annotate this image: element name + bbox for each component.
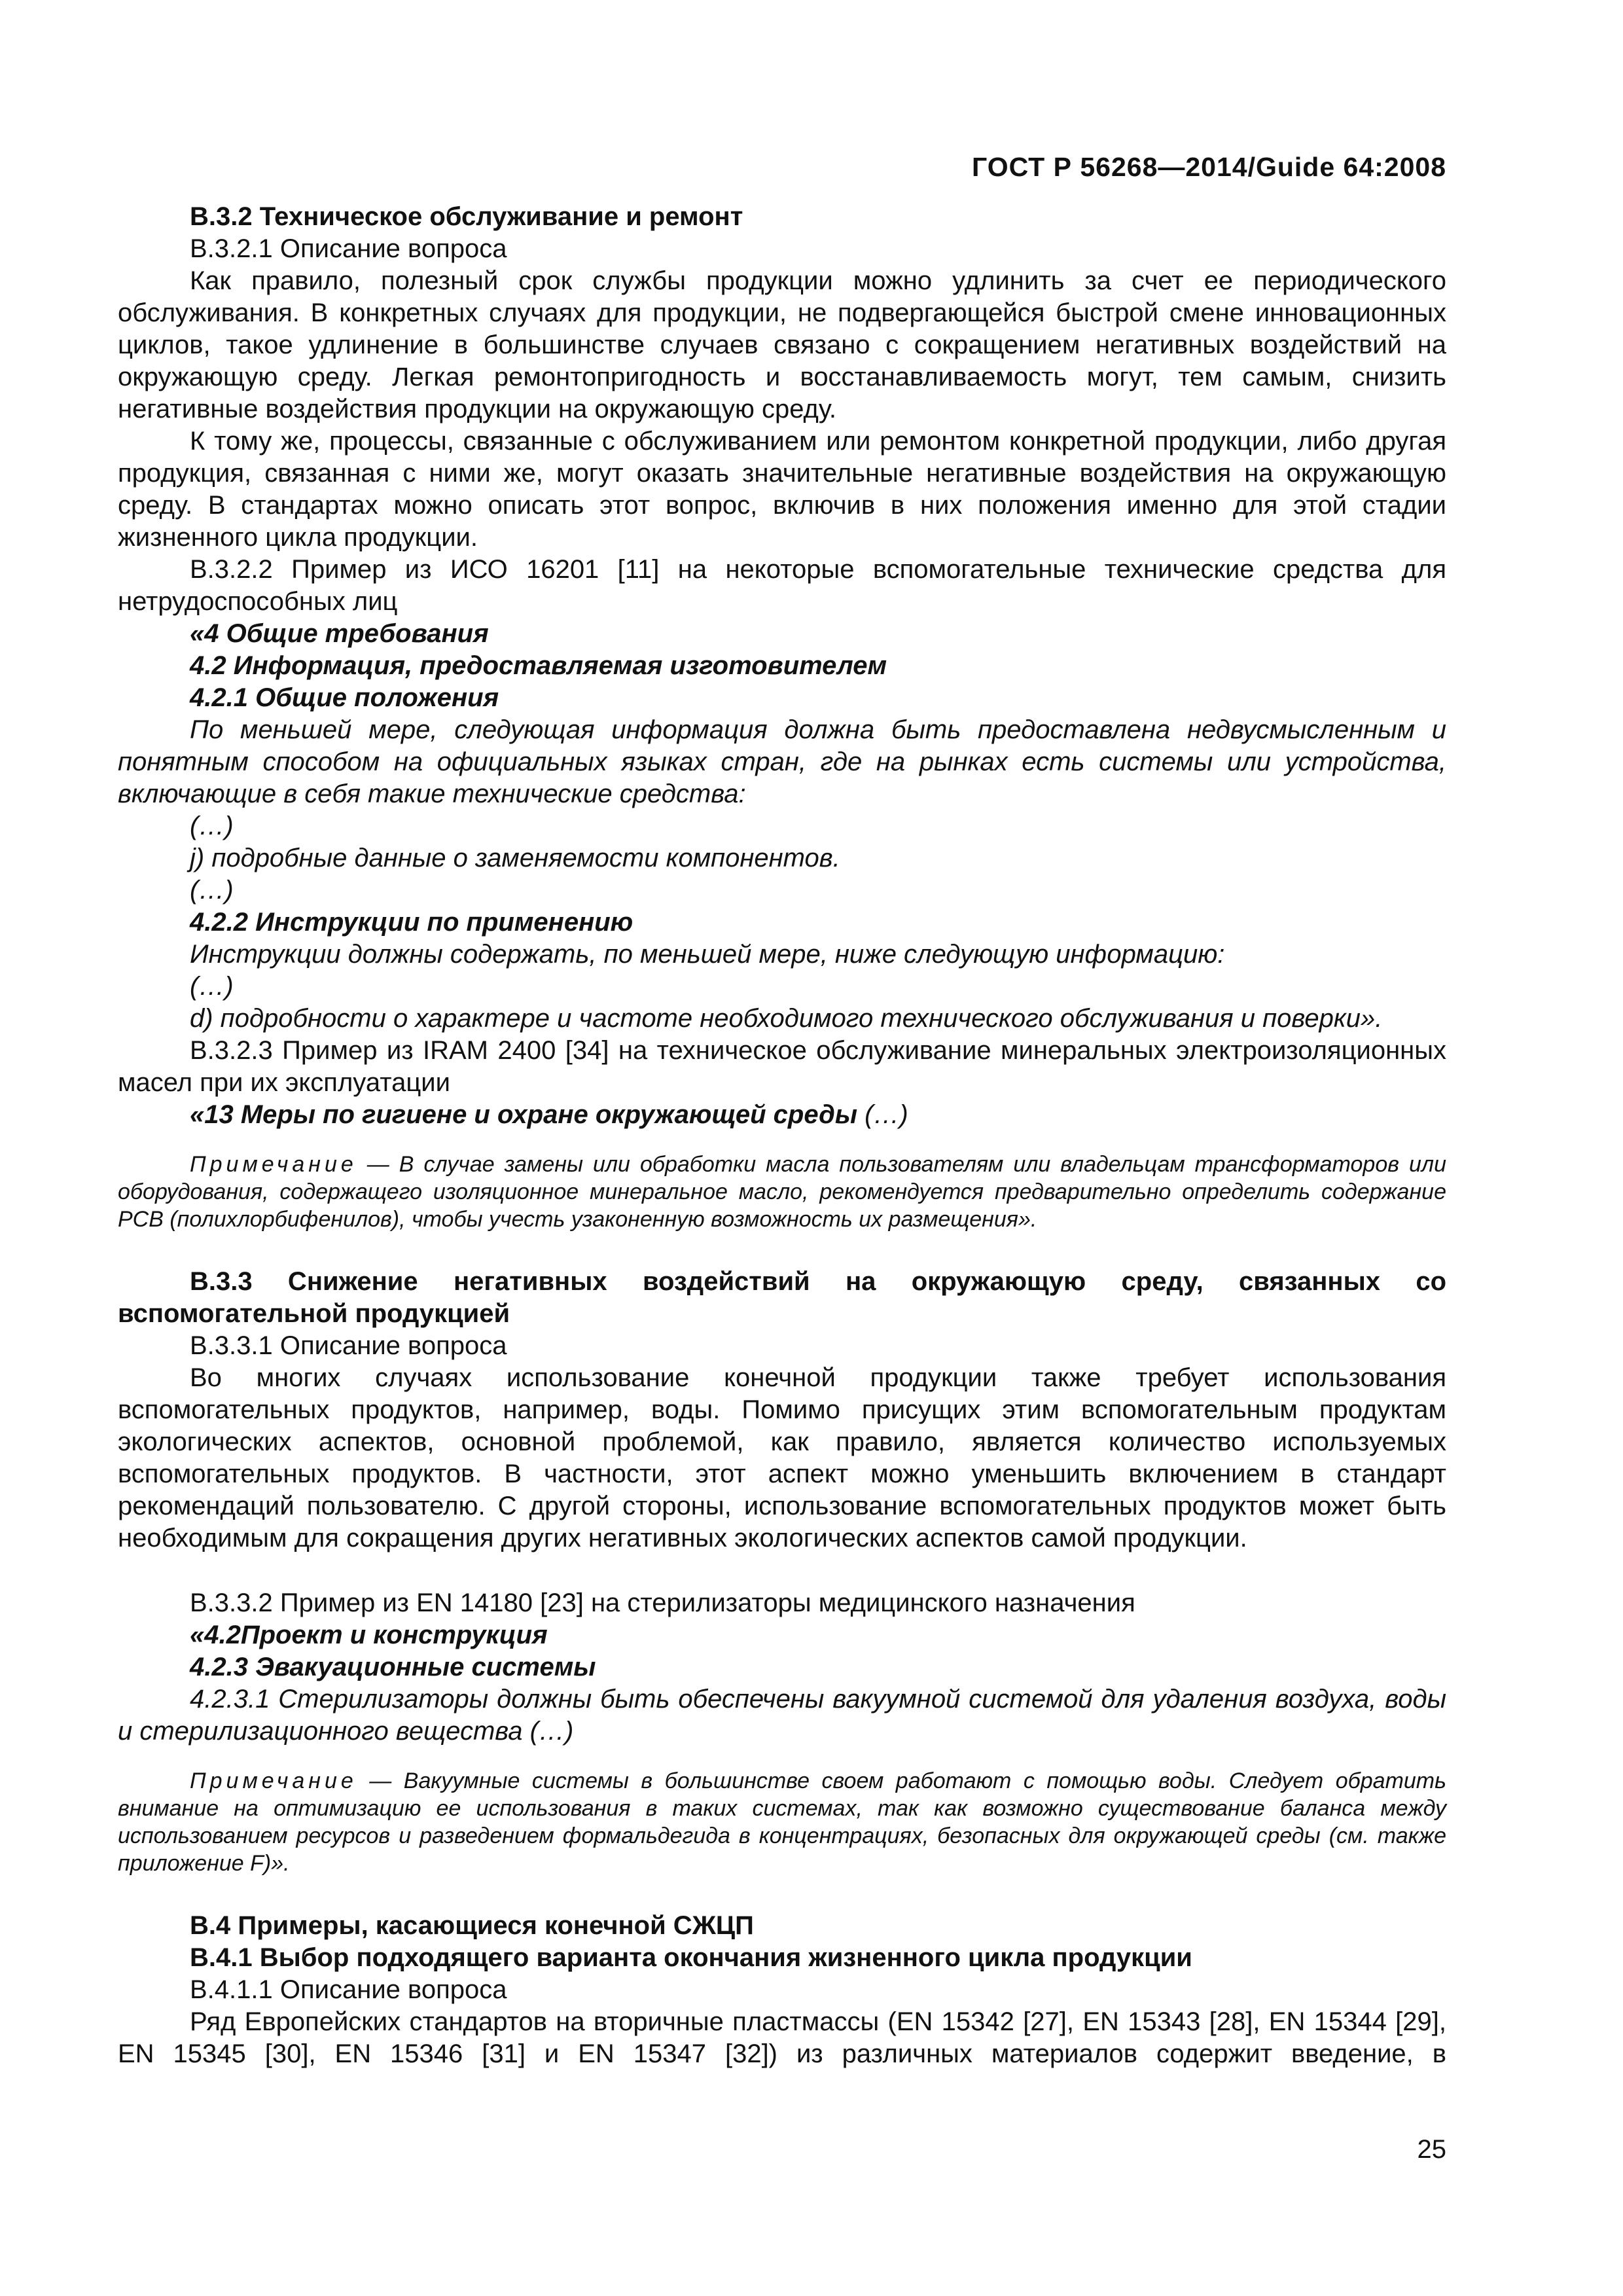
note-2-label: Примечание <box>190 1768 357 1793</box>
standard-header: ГОСТ Р 56268—2014/Guide 64:2008 <box>972 152 1446 182</box>
page-content <box>118 201 1446 2070</box>
section-heading-b32: В.3.2 Техническое обслуживание и ремонт <box>190 202 743 231</box>
quote-heading-13-ellipsis: (…) <box>857 1100 908 1129</box>
paragraph-b331: Во многих случаях использование конечной продукции также требует использования вспомогательных продуктов, например, воды. Помимо присущих этим вспомогательным продуктам экологических аспектов, основной проблемой, как правило, является количество используемых вспомогательных продуктов. В частности, этот аспект можно уменьшить включением в стандарт рекомендаций пользователю. С другой стороны, использование вспомогательных продуктов может быть необходимым для сокращения других негативных экологических аспектов самой продукции. <box>118 1363 1446 1552</box>
section-heading-b41: В.4.1 Выбор подходящего варианта окончания жизненного цикла продукции <box>190 1943 1192 1972</box>
quote-item-j: j) подробные данные о заменяемости компонентов. <box>190 844 840 872</box>
paragraph-b332: В.3.3.2 Пример из EN 14180 [23] на стерилизаторы медицинского назначения <box>190 1588 1135 1617</box>
note-2-text: — Вакуумные системы в большинстве своем работают с помощью воды. Следует обратить внимание на оптимизацию ее использования в таких системах, так как возможно существование баланса между использованием ресурсов и разведением формальдегида в концентрациях, безопасных для окружающей среды (см. также приложение F)». <box>118 1768 1446 1876</box>
quote-paragraph-4-2-3-1: 4.2.3.1 Стерилизаторы должны быть обеспечены вакуумной системой для удаления воздуха, воды и стерилизационного вещества (…) <box>118 1685 1446 1746</box>
note-1-label: Примечание <box>190 1152 357 1177</box>
quote-paragraph-1: По меньшей мере, следующая информация должна быть предоставлена недвусмысленным и понятным способом на официальных языках стран, где на рынках есть системы или устройства, включающие в себя такие технические средства: <box>118 715 1446 808</box>
subsection-title-b411: В.4.1.1 Описание вопроса <box>190 1975 507 2004</box>
quote-item-d: d) подробности о характере и частоте необходимого технического обслуживания и поверки». <box>190 1004 1383 1033</box>
quote-heading-4-2-3: 4.2.3 Эвакуационные системы <box>190 1653 596 1681</box>
note-1-text: — В случае замены или обработки масла пользователям или владельцам трансформаторов или оборудования, содержащего изоляционное минеральное масло, рекомендуется предварительно определить содержание PCB (полихлорбифенилов), чтобы учесть узаконенную возможность их размещения». <box>118 1152 1446 1232</box>
quote-ellipsis-1: (…) <box>190 812 234 840</box>
paragraph-b323: В.3.2.3 Пример из IRAM 2400 [34] на техническое обслуживание минеральных электроизоляционных масел при их эксплуатации <box>118 1036 1446 1097</box>
subsection-title-b321: В.3.2.1 Описание вопроса <box>190 234 507 263</box>
quote-ellipsis-2: (…) <box>190 876 234 905</box>
quote-paragraph-2: Инструкции должны содержать, по меньшей мере, ниже следующую информацию: <box>190 940 1225 969</box>
note-2 <box>118 1767 1446 1877</box>
document-page <box>118 0 1446 2296</box>
spacer <box>118 1233 1446 1266</box>
quote-heading-4-2-1: 4.2.1 Общие положения <box>190 683 499 712</box>
spacer <box>118 1748 1446 1767</box>
quote-heading-4-2-b: «4.2Проект и конструкция <box>190 1621 548 1649</box>
section-heading-b33: В.3.3 Снижение негативных воздействий на окружающую среду, связанных со вспомогательной продукцией <box>118 1267 1446 1328</box>
quote-heading-4-2-2: 4.2.2 Инструкции по применению <box>190 908 633 937</box>
paragraph-b321-2: К тому же, процессы, связанные с обслуживанием или ремонтом конкретной продукции, либо другая продукция, связанная с ними же, могут оказать значительные негативные воздействия на окружающую среду. В стандартах можно описать этот вопрос, включив в них положения именно для этой стадии жизненного цикла продукции. <box>118 427 1446 552</box>
paragraph-b322: В.3.2.2 Пример из ИСО 16201 [11] на некоторые вспомогательные технические средства для нетрудоспособных лиц <box>118 555 1446 616</box>
quote-ellipsis-3: (…) <box>190 972 234 1001</box>
quote-heading-13-title: «13 Меры по гигиене и охране окружающей среды <box>190 1100 857 1129</box>
subsection-title-b331: В.3.3.1 Описание вопроса <box>190 1331 507 1360</box>
section-heading-b4: В.4 Примеры, касающиеся конечной СЖЦП <box>190 1911 754 1940</box>
paragraph-b411: Ряд Европейских стандартов на вторичные пластмассы (EN 15342 [27], EN 15343 [28], EN 15344 [29], EN 15345 [30], EN 15346 [31] и EN 15347 [32]) из различных материалов содержит введение, в <box>118 2007 1446 2068</box>
spacer <box>118 1131 1446 1151</box>
paragraph-b321-1: Как правило, полезный срок службы продукции можно удлинить за счет ее периодического обслуживания. В конкретных случаях для продукции, не подвергающейся быстрой смене инновационных циклов, такое удлинение в большинстве случаев связано с сокращением негативных воздействий на окружающую среду. Легкая ремонтопригодность и восстанавливаемость могут, тем самым, снизить негативные воздействия продукции на окружающую среду. <box>118 266 1446 423</box>
spacer <box>118 1877 1446 1910</box>
quote-heading-4-2: 4.2 Информация, предоставляемая изготовителем <box>190 651 887 680</box>
quote-heading-4: «4 Общие требования <box>190 619 489 648</box>
quote-heading-13 <box>118 1099 1446 1131</box>
spacer <box>118 1554 1446 1587</box>
page-number: 25 <box>1417 2135 1446 2164</box>
note-1 <box>118 1151 1446 1233</box>
